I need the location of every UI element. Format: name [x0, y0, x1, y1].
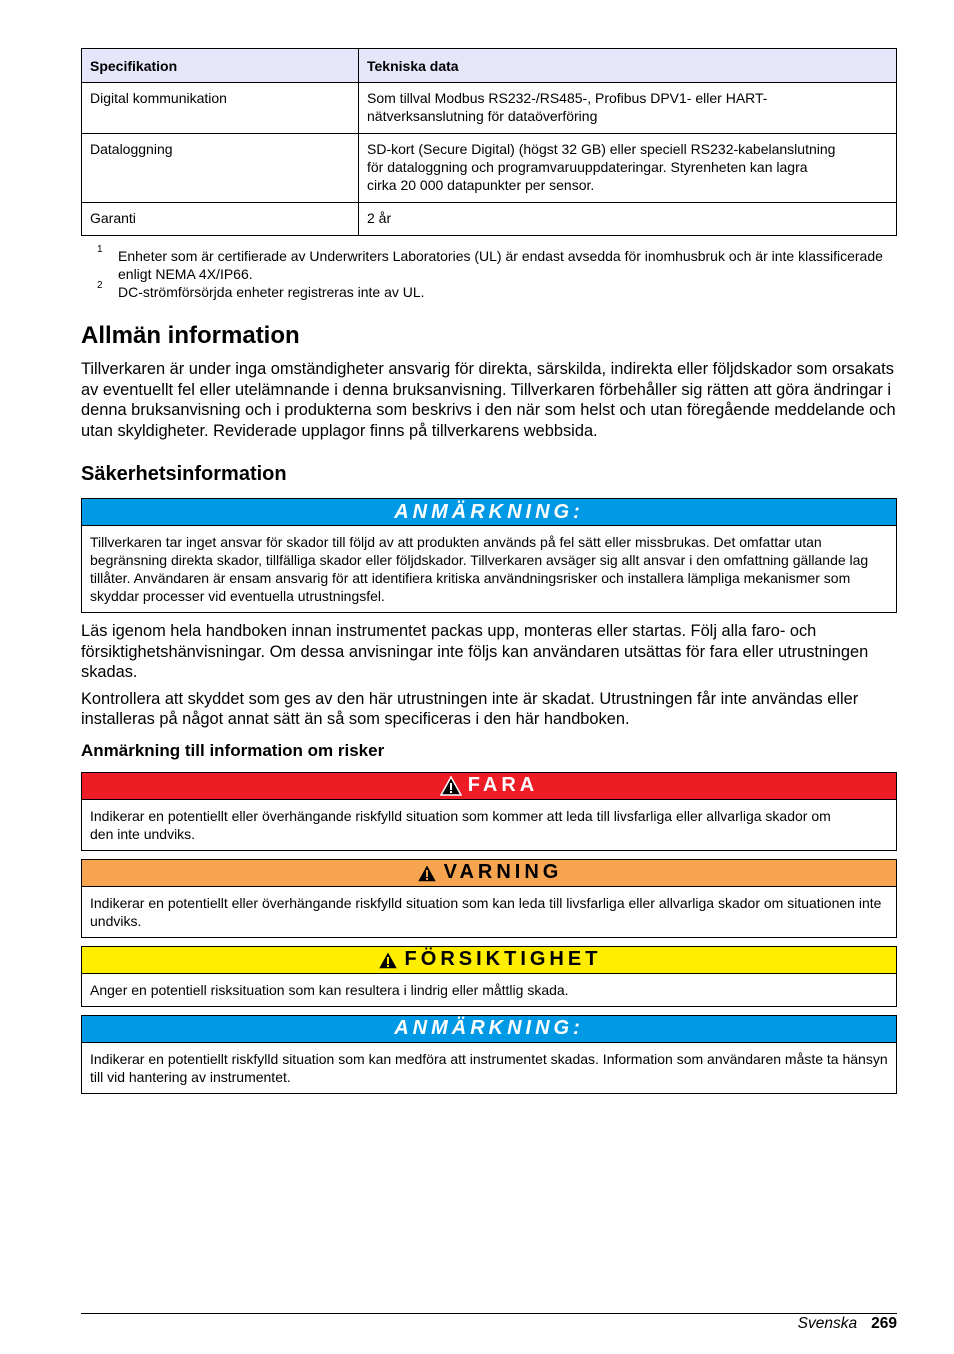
table-row — [82, 203, 897, 236]
footer-divider — [81, 1313, 897, 1314]
notice-text: Tillverkaren tar inget ansvar för skador till följd av att produkten används på fel sätt eller missbrukas. Det omfattar utan begränsning direkta skador, tillfälliga skador eller följdskador. Tillverkaren avsäger sig allt ansvar i den omfattning gällande lag tillåter. Användaren är ensam ansvarig för att identifiera kritiska användningsrisker och installera lämpliga mekanismer som skyddar processer vid eventuella utrustningsfel. — [90, 534, 869, 604]
subsection-title: Säkerhetsinformation — [81, 463, 287, 485]
footnote-text: DC-strömförsörjda enheter registreras inte av UL. — [118, 284, 425, 300]
notice-box — [81, 1015, 897, 1094]
table-cell: SD-kort (Secure Digital) (högst 32 GB) eller speciell RS232-kabelanslutning för dataloggning och programvaruuppdateringar. Styrenheten kan lagra cirka 20 000 datapunkter per sensor. — [359, 134, 897, 203]
caution-box — [81, 946, 897, 1007]
footnote-mark: 2 — [97, 280, 103, 291]
caution-label: FÖRSIKTIGHET — [404, 948, 602, 970]
hazard-section-title: Anmärkning till information om risker — [81, 740, 385, 760]
table-header-row — [82, 49, 897, 83]
footnote — [81, 244, 897, 283]
table-header: Tekniska data — [359, 49, 897, 83]
section-title: Allmän information — [81, 322, 300, 349]
warning-text: Indikerar en potentiellt eller överhängande riskfylld situation som kan leda till livsfarliga eller allvarliga skador om situationen inte undviks. — [90, 894, 882, 929]
danger-header — [82, 773, 896, 800]
danger-text: Indikerar en potentiellt eller överhängande riskfylld situation som kommer att leda till livsfarliga eller allvarliga skador om den inte undviks. — [90, 807, 831, 842]
table-row — [82, 83, 897, 134]
danger-label: FARA — [467, 774, 539, 796]
table-cell: Digital kommunikation — [82, 83, 359, 134]
warning-header — [82, 860, 896, 887]
footer-language: Svenska — [797, 1315, 858, 1332]
table-row — [82, 134, 897, 203]
warning-label: VARNING — [443, 861, 563, 883]
warning-triangle-icon — [440, 776, 462, 796]
danger-box — [81, 772, 897, 851]
safety-paragraph: Kontrollera att skyddet som ges av den här utrustningen inte är skadat. Utrustningen får inte användas eller installeras på något annat sätt än så som specificeras i den här handboken. — [81, 689, 859, 728]
spec-table — [81, 48, 897, 236]
table-cell: 2 år — [359, 203, 897, 236]
general-paragraph: Tillverkaren är under inga omständigheter ansvarig för direkta, särskilda, indirekta eller följdskador som orsakats av eventuellt fel eller utelämnande i denna bruksanvisning. Tillverkaren förbehåller sig rätten att göra ändringar i denna bruksanvisning och i produkterna som beskrivs i den när som helst och utan föregående meddelande och utan skyldigheter. Reviderade upplagor finns på tillverkarens webbsida. — [81, 360, 896, 440]
page-number: 269 — [871, 1315, 897, 1332]
table-cell: Dataloggning — [82, 134, 359, 203]
warning-triangle-icon — [416, 863, 438, 883]
caution-header — [82, 947, 896, 974]
footnote — [81, 280, 897, 301]
footnote-text: Enheter som är certifierade av Underwriters Laboratories (UL) är endast avsedda för inomhusbruk och är inte klassificerade enligt NEMA 4X/IP66. — [118, 248, 883, 282]
notice-text: Indikerar en potentiellt riskfylld situation som kan medföra att instrumentet skadas. Information som användaren måste ta hänsyn till vid hantering av instrumentet. — [90, 1050, 888, 1085]
table-cell: Garanti — [82, 203, 359, 236]
notice-header: ANMÄRKNING: — [82, 499, 896, 526]
warning-triangle-icon — [377, 950, 399, 970]
notice-box — [81, 498, 897, 613]
footnote-mark: 1 — [97, 244, 103, 255]
warning-box — [81, 859, 897, 938]
table-cell: Som tillval Modbus RS232-/RS485-, Profibus DPV1- eller HART-nätverksanslutning för dataöverföring — [359, 83, 897, 134]
page-footer — [798, 1313, 897, 1335]
page-content — [81, 48, 897, 1094]
safety-paragraph: Läs igenom hela handboken innan instrumentet packas upp, monteras eller startas. Följ alla faro- och försiktighetshänvisningar. Om dessa anvisningar inte följs kan användaren utsättas för fara eller utrustningen skadas. — [81, 622, 869, 681]
notice-header: ANMÄRKNING: — [82, 1016, 896, 1043]
table-header: Specifikation — [82, 49, 359, 83]
caution-text: Anger en potentiell risksituation som kan resultera i lindrig eller måttlig skada. — [90, 981, 569, 998]
